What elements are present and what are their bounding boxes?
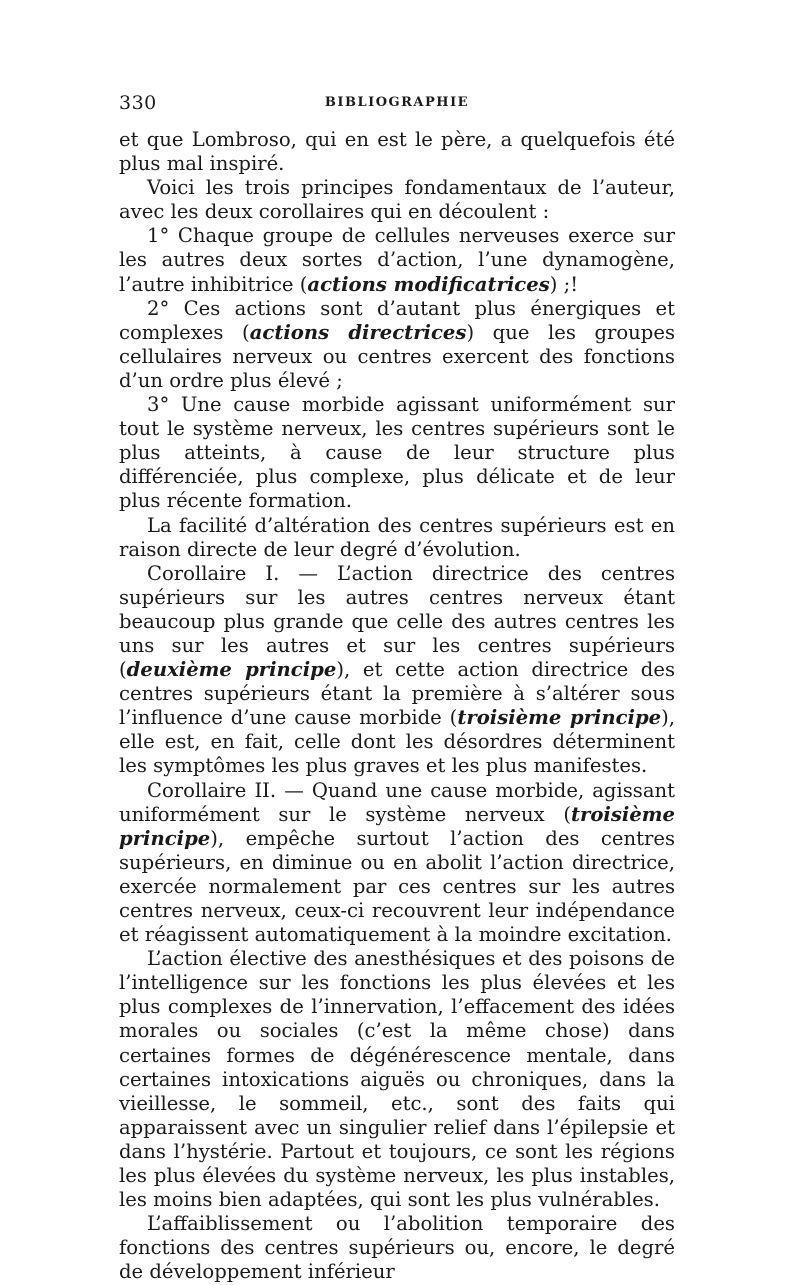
text-run: et que Lombroso, qui en est le père, a quelquefois été plus mal inspiré. xyxy=(119,128,675,176)
text-run: 3° Une cause morbide agissant uniformément sur tout le système nerveux, les centres supérieurs sont le plus atteints, à cause de leur structure plus différenciée, plus complexe, plus délicate et de leur plus récente formation. xyxy=(119,393,675,513)
running-head: BIBLIOGRAPHIE xyxy=(324,95,470,110)
text-run: Corollaire I. — L’action directrice des centres supérieurs sur les autres centres nerveux étant beaucoup plus grande que celle des autres centres les uns sur les autres et sur les centres supérieurs ( xyxy=(119,561,675,682)
text-run: ) que les groupes cellulaires nerveux ou centres exercent des fonctions d’un ordre plus élevé ; xyxy=(119,320,675,392)
text-run: La facilité d’altération des centres supérieurs est en raison directe de leur degré d’évolution. xyxy=(119,513,675,561)
text-run: ), et cette action directrice des centres supérieurs étant la première à s’altérer sous l’influence d’une cause morbide ( xyxy=(119,658,675,730)
paragraph xyxy=(119,562,675,779)
text-run: ), empêche surtout l’action des centres supérieurs, en diminue ou en abolit l’action directrice, exercée normalement par ces centres sur les autres centres nerveux, ceux-ci recouvrent leur indépendance et réagissent automatiquement à la moindre excitation. xyxy=(119,826,675,947)
italic-term: actions modificatrices xyxy=(307,272,550,296)
page-number: 330 xyxy=(119,92,157,114)
page-header xyxy=(119,92,675,120)
text-run: 2° Ces actions sont d’autant plus énergiques et complexes ( xyxy=(119,296,675,344)
body-text xyxy=(119,128,675,1285)
italic-term: actions directrices xyxy=(249,320,467,344)
paragraph xyxy=(119,393,675,513)
text-run: Corollaire II. — Quand une cause morbide, agissant uniformément sur le système nerveux ( xyxy=(119,778,675,826)
paragraph xyxy=(119,176,675,224)
paragraph xyxy=(119,1212,675,1284)
italic-term: deuxième principe xyxy=(126,658,337,682)
paragraph xyxy=(119,297,675,393)
text-run: Voici les trois principes fondamentaux de l’auteur, avec les deux corollaires qui en découlent : xyxy=(119,176,675,224)
paragraph xyxy=(119,947,675,1212)
text-run: ), elle est, en fait, celle dont les désordres déterminent les symptômes les plus graves et les plus manifestes. xyxy=(119,706,675,778)
text-run: L’action élective des anesthésiques et des poisons de l’intelligence sur les fonctions les plus élevées et les plus complexes de l’innervation, l’effacement des idées morales ou sociales (c’est la même chose) dans certaines formes de dégénérescence mentale, dans certaines intoxications aiguës ou chroniques, dans la vieillesse, le sommeil, etc., sont des faits qui apparaissent avec un singulier relief dans l’épilepsie et dans l’hystérie. Partout et toujours, ce sont les régions les plus élevées du système nerveux, les plus instables, les moins bien adaptées, qui sont les plus vulnérables. xyxy=(119,947,675,1212)
paragraph xyxy=(119,224,675,296)
italic-term: troisième principe xyxy=(119,802,675,850)
text-run: L’affaiblissement ou l’abolition temporaire des fonctions des centres supérieurs ou, encore, le degré de développement inférieur xyxy=(119,1212,675,1284)
text-run: ) ;! xyxy=(549,272,579,296)
text-run: 1° Chaque groupe de cellules nerveuses exerce sur les autres deux sortes d’action, l’une dynamogène, l’autre inhibitrice ( xyxy=(119,224,675,296)
paragraph xyxy=(119,128,675,176)
paragraph xyxy=(119,514,675,562)
italic-term: troisième principe xyxy=(457,706,662,730)
paragraph xyxy=(119,779,675,948)
